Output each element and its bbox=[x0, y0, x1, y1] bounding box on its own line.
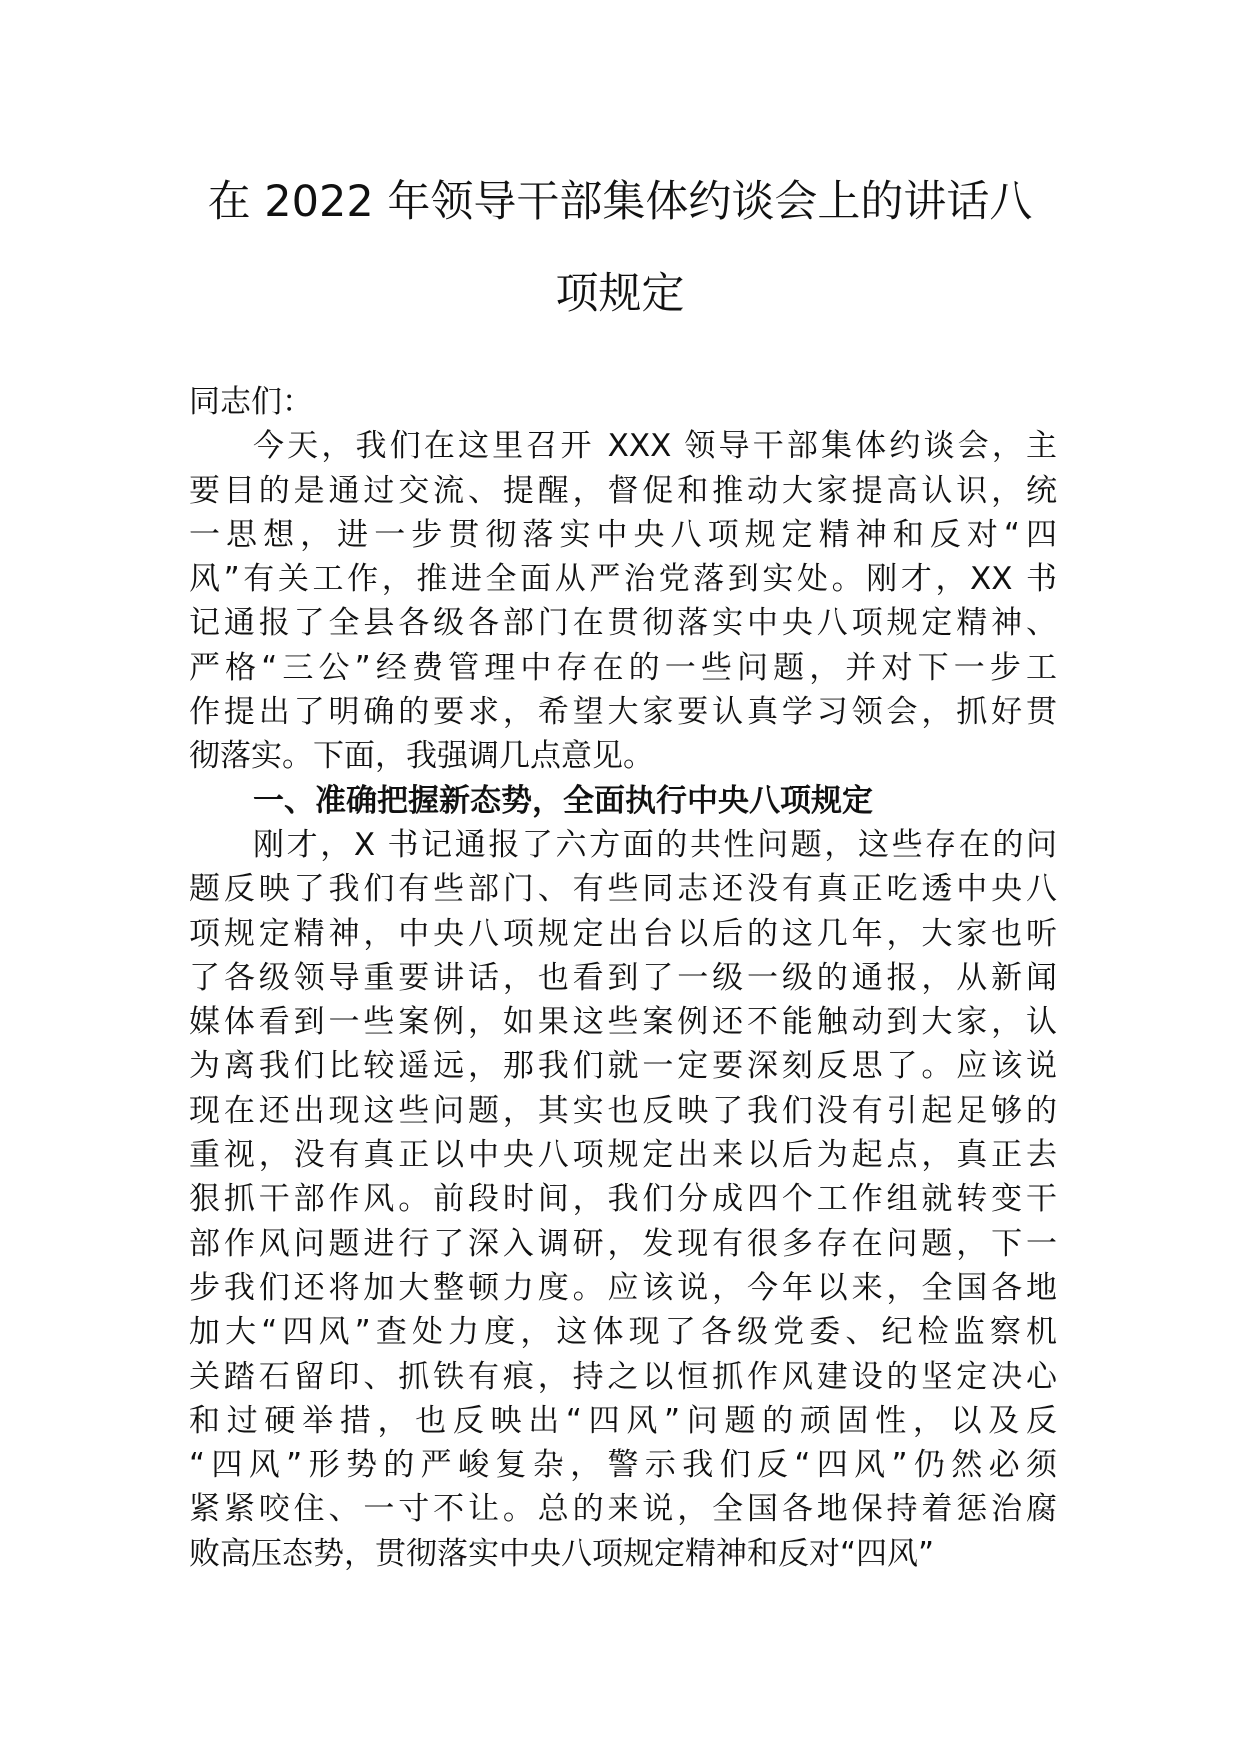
paragraph-line: 彻落实。下面，我强调几点意见。 bbox=[189, 738, 654, 775]
paragraph-line: 刚才，X 书记通报了六方面的共性问题，这些存在的问 bbox=[253, 826, 1057, 863]
paragraph-line: 严格“三公”经费管理中存在的一些问题，并对下一步工 bbox=[189, 649, 1057, 686]
paragraph-line: 媒体看到一些案例，如果这些案例还不能触动到大家，认 bbox=[189, 1004, 1057, 1041]
paragraph-line: 和过硬举措，也反映出“四风”问题的顽固性，以及反 bbox=[189, 1402, 1057, 1439]
paragraph-line: 加大“四风”查处力度，这体现了各级党委、纪检监察机 bbox=[189, 1314, 1057, 1351]
paragraph-line: 关踏石留印、抓铁有痕，持之以恒抓作风建设的坚定决心 bbox=[189, 1358, 1057, 1395]
document-title-line-1: 在 2022 年领导干部集体约谈会上的讲话八 bbox=[207, 177, 1033, 227]
paragraph-line: 败高压态势，贯彻落实中央八项规定精神和反对“四风” bbox=[189, 1535, 935, 1572]
paragraph-line: 狠抓干部作风。前段时间，我们分成四个工作组就转变干 bbox=[189, 1181, 1057, 1218]
paragraph-line: 部作风问题进行了深入调研，发现有很多存在问题，下一 bbox=[189, 1225, 1057, 1262]
section-heading: 一、准确把握新态势，全面执行中央八项规定 bbox=[253, 782, 873, 819]
document-title-line-2: 项规定 bbox=[555, 269, 685, 319]
paragraph-line: 为离我们比较遥远，那我们就一定要深刻反思了。应该说 bbox=[189, 1048, 1057, 1085]
paragraph-line: 作提出了明确的要求，希望大家要认真学习领会，抓好贯 bbox=[189, 694, 1057, 731]
paragraph-line: 现在还出现这些问题，其实也反映了我们没有引起足够的 bbox=[189, 1092, 1057, 1129]
paragraph-line: 紧紧咬住、一寸不让。总的来说，全国各地保持着惩治腐 bbox=[189, 1491, 1057, 1528]
paragraph-line: 步我们还将加大整顿力度。应该说，今年以来，全国各地 bbox=[189, 1269, 1057, 1306]
document-body bbox=[189, 380, 1057, 1576]
paragraph-line: 记通报了全县各级各部门在贯彻落实中央八项规定精神、 bbox=[189, 605, 1057, 642]
paragraph-line: 风”有关工作，推进全面从严治党落到实处。刚才，XX 书 bbox=[189, 561, 1057, 598]
paragraph-line: 今天，我们在这里召开 XXX 领导干部集体约谈会，主 bbox=[253, 428, 1057, 465]
paragraph-line: 了各级领导重要讲话，也看到了一级一级的通报，从新闻 bbox=[189, 959, 1057, 996]
paragraph-line: “四风”形势的严峻复杂，警示我们反“四风”仍然必须 bbox=[189, 1447, 1057, 1484]
paragraph-line: 重视，没有真正以中央八项规定出来以后为起点，真正去 bbox=[189, 1137, 1057, 1174]
salutation: 同志们： bbox=[189, 384, 313, 420]
paragraph-line: 项规定精神，中央八项规定出台以后的这几年，大家也听 bbox=[189, 915, 1057, 952]
paragraph-line: 要目的是通过交流、提醒，督促和推动大家提高认识，统 bbox=[189, 472, 1057, 509]
paragraph-line: 题反映了我们有些部门、有些同志还没有真正吃透中央八 bbox=[189, 871, 1057, 908]
paragraph-line: 一思想，进一步贯彻落实中央八项规定精神和反对“四 bbox=[189, 516, 1057, 553]
